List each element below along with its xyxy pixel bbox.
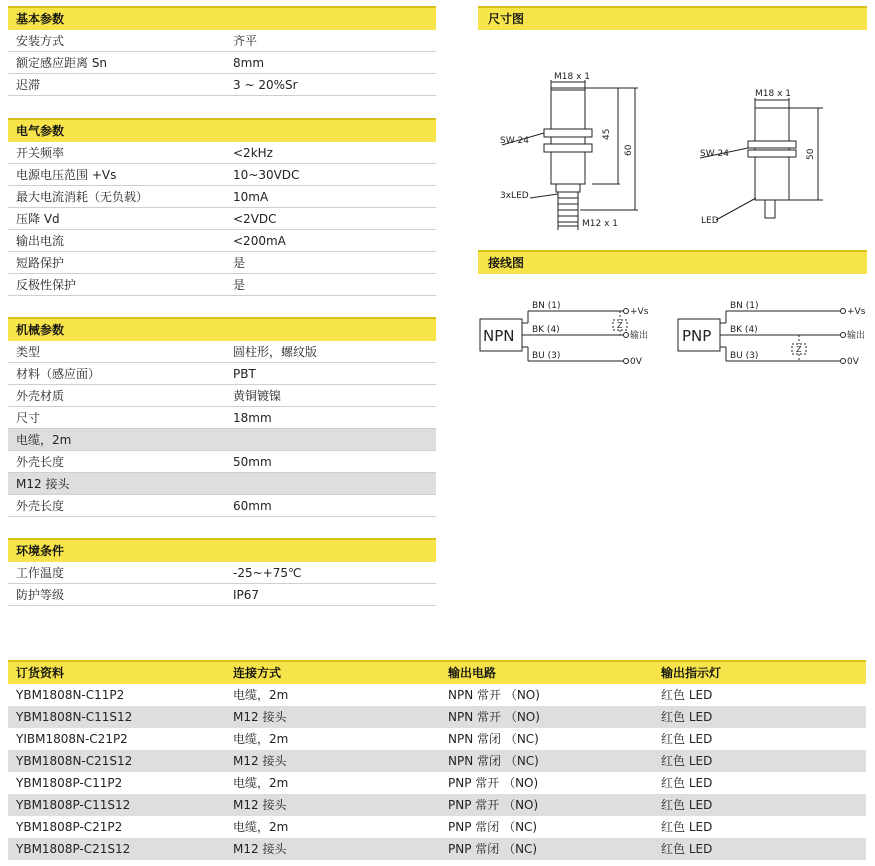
param-value: 10mA [233, 190, 269, 204]
param-key: 额定感应距离 Sn [16, 56, 108, 70]
table-cell: M12 接头 [233, 842, 287, 856]
param-subheader-row [8, 473, 436, 495]
electrical-params-section [8, 118, 436, 296]
pnp-label: PNP [682, 327, 712, 345]
table-cell: YBM1808P-C11P2 [16, 776, 123, 790]
section-header: 尺寸图 [478, 6, 867, 30]
param-key: 防护等级 [16, 588, 65, 602]
param-value: <2VDC [233, 212, 277, 226]
param-row [8, 451, 436, 473]
param-row [8, 562, 436, 584]
wrench-size-label: SW 24 [500, 136, 529, 146]
table-cell: PNP 常闭 （NC) [448, 842, 538, 856]
param-value: 18mm [233, 411, 272, 425]
param-subheader-row [8, 429, 436, 451]
param-value: <2kHz [233, 146, 273, 160]
section-header: 电气参数 [8, 118, 436, 142]
wire-bn-label: BN (1) [532, 301, 561, 311]
param-value: IP67 [233, 588, 260, 602]
table-cell: PNP 常闭 （NC) [448, 820, 538, 834]
wire-bn-label: BN (1) [730, 301, 759, 311]
param-row [8, 341, 436, 363]
table-cell: 红色 LED [661, 710, 713, 724]
param-row [8, 385, 436, 407]
mechanical-params-section [8, 317, 436, 517]
param-row [8, 74, 436, 96]
param-value: -25~+75℃ [233, 566, 302, 580]
param-value: 50mm [233, 455, 272, 469]
dimension-drawing [478, 30, 867, 230]
terminal-vs-label: +Vs [630, 307, 649, 317]
wire-bk-label: BK (4) [532, 325, 560, 335]
terminal-output-label: 输出 [847, 331, 866, 341]
column-header: 订货资料 [16, 666, 65, 680]
param-value: 3 ~ 20%Sr [233, 78, 298, 92]
column-header: 输出电路 [448, 666, 497, 680]
table-cell: 红色 LED [661, 754, 713, 768]
terminal-0v-label: 0V [847, 357, 859, 367]
param-value: <200mA [233, 234, 286, 248]
column-header: 连接方式 [233, 666, 282, 680]
table-row [8, 838, 866, 860]
param-value: 是 [233, 256, 246, 270]
table-cell: YBM1808N-C21S12 [16, 754, 133, 768]
param-key: 迟滞 [16, 78, 41, 92]
wire-bu-label: BU (3) [532, 351, 561, 361]
table-row [8, 816, 866, 838]
length-60-label: 60 [624, 144, 634, 156]
wire-bu-label: BU (3) [730, 351, 759, 361]
length-50-label: 50 [806, 148, 816, 160]
table-cell: 红色 LED [661, 842, 713, 856]
param-row [8, 495, 436, 517]
column-header: 输出指示灯 [661, 666, 722, 680]
basic-params-section [8, 6, 436, 96]
param-row [8, 230, 436, 252]
section-header: 接线图 [478, 250, 867, 274]
order-table-header [8, 660, 866, 684]
terminal-output-label: 输出 [630, 331, 649, 341]
order-table [8, 660, 866, 860]
param-row [8, 164, 436, 186]
led-label: 3xLED [500, 191, 529, 201]
param-row [8, 186, 436, 208]
param-key: 材料（感应面） [16, 367, 101, 381]
table-cell: 红色 LED [661, 820, 713, 834]
table-cell: YBM1808P-C21P2 [16, 820, 123, 834]
param-value: 齐平 [233, 34, 258, 48]
param-key: 反极性保护 [16, 278, 77, 292]
table-cell: NPN 常开 （NO) [448, 688, 540, 702]
param-value: 圆柱形，螺纹版 [233, 345, 318, 359]
param-row [8, 30, 436, 52]
table-cell: M12 接头 [233, 710, 287, 724]
table-row [8, 772, 866, 794]
param-row [8, 208, 436, 230]
table-cell: YIBM1808N-C21P2 [16, 732, 128, 746]
dimension-section [478, 6, 867, 230]
wiring-section [478, 250, 867, 374]
wiring-diagram [478, 274, 867, 374]
table-cell: NPN 常闭 （NC) [448, 754, 539, 768]
table-cell: NPN 常闭 （NC) [448, 732, 539, 746]
param-value: 10~30VDC [233, 168, 300, 182]
load-z-label: Z [617, 321, 623, 330]
param-row [8, 407, 436, 429]
table-cell: 电缆，2m [233, 732, 289, 746]
table-cell: PNP 常开 （NO) [448, 776, 539, 790]
param-value: 60mm [233, 499, 272, 513]
table-cell: YBM1808P-C11S12 [16, 798, 131, 812]
thread-label: M18 x 1 [755, 89, 791, 99]
led-label: LED [701, 216, 719, 226]
wrench-size-label: SW 24 [700, 149, 729, 159]
param-key: 电源电压范围 +Vs [16, 168, 117, 182]
section-header: 基本参数 [8, 6, 436, 30]
npn-label: NPN [483, 327, 515, 345]
param-row [8, 142, 436, 164]
wire-bk-label: BK (4) [730, 325, 758, 335]
section-header: 环境条件 [8, 538, 436, 562]
terminal-0v-label: 0V [630, 357, 642, 367]
table-cell: 电缆，2m [233, 688, 289, 702]
param-key: 安装方式 [16, 34, 65, 48]
param-key: 外壳长度 [16, 455, 65, 469]
param-key: 短路保护 [16, 256, 65, 270]
param-key: 开关频率 [16, 146, 65, 160]
table-cell: 电缆，2m [233, 776, 289, 790]
param-value: 黄铜镀镍 [233, 389, 282, 403]
param-key: M12 接头 [16, 477, 70, 491]
param-row [8, 252, 436, 274]
param-key: 外壳长度 [16, 499, 65, 513]
table-cell: 红色 LED [661, 688, 713, 702]
param-key: 压降 Vd [16, 212, 60, 226]
thread-label: M18 x 1 [554, 72, 590, 82]
param-key: 电缆，2m [16, 433, 72, 447]
param-row [8, 52, 436, 74]
param-key: 输出电流 [16, 234, 65, 248]
table-cell: NPN 常开 （NO) [448, 710, 540, 724]
param-key: 工作温度 [16, 566, 65, 580]
table-row [8, 728, 866, 750]
param-row [8, 584, 436, 606]
table-row [8, 684, 866, 706]
param-key: 尺寸 [16, 411, 41, 425]
table-row [8, 794, 866, 816]
param-value: 是 [233, 278, 246, 292]
param-value: PBT [233, 367, 256, 381]
table-cell: M12 接头 [233, 798, 287, 812]
param-value: 8mm [233, 56, 265, 70]
terminal-vs-label: +Vs [847, 307, 866, 317]
environment-section [8, 538, 436, 606]
param-key: 类型 [16, 345, 41, 359]
table-cell: YBM1808P-C21S12 [16, 842, 131, 856]
param-row [8, 274, 436, 296]
section-header: 机械参数 [8, 317, 436, 341]
length-45-label: 45 [602, 128, 612, 140]
table-cell: 红色 LED [661, 798, 713, 812]
connector-thread-label: M12 x 1 [582, 219, 618, 229]
table-cell: M12 接头 [233, 754, 287, 768]
param-row [8, 363, 436, 385]
table-cell: 电缆，2m [233, 820, 289, 834]
table-cell: 红色 LED [661, 776, 713, 790]
table-row [8, 750, 866, 772]
table-cell: YBM1808N-C11S12 [16, 710, 133, 724]
table-cell: 红色 LED [661, 732, 713, 746]
load-z-label: Z [796, 345, 802, 354]
table-row [8, 706, 866, 728]
table-cell: YBM1808N-C11P2 [16, 688, 125, 702]
param-key: 外壳材质 [16, 389, 65, 403]
table-cell: PNP 常开 （NO) [448, 798, 539, 812]
param-key: 最大电流消耗（无负载） [16, 190, 149, 204]
